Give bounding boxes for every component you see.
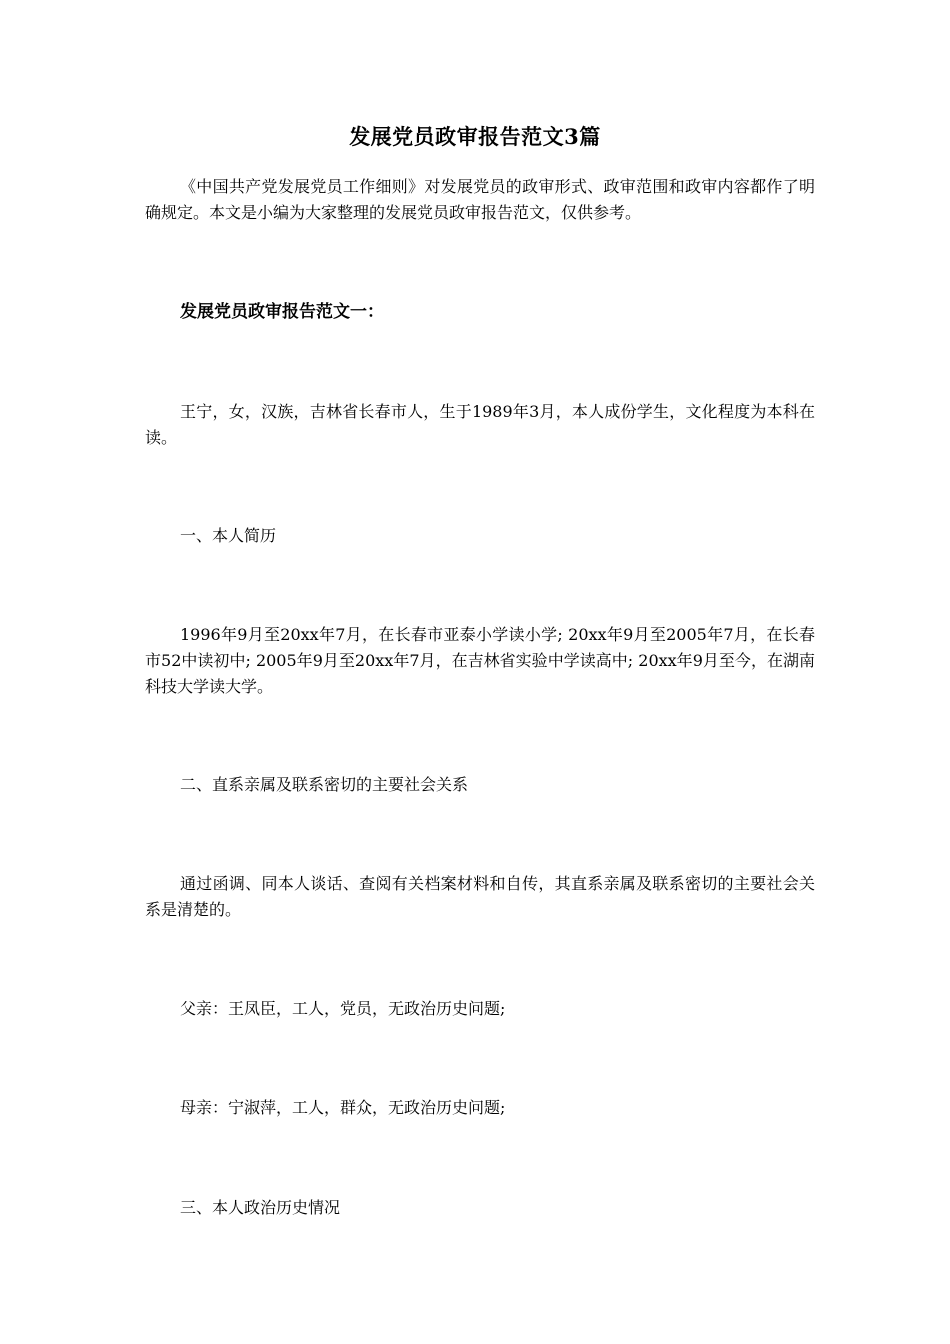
section1-heading: 一、本人简历 [180, 526, 277, 545]
relations-paragraph: 通过函调、同本人谈话、查阅有关档案材料和自传，其直系亲属及联系密切的主要社会关系是清楚的。 [145, 874, 815, 919]
section3-heading: 三、本人政治历史情况 [180, 1198, 341, 1217]
sample-heading: 发展党员政审报告范文一： [180, 302, 384, 322]
basic-info-paragraph: 王宁，女，汉族，吉林省长春市人，生于1989年3月，本人成份学生，文化程度为本科在读。 [145, 402, 815, 447]
father-line: 父亲：王凤臣，工人，党员，无政治历史问题; [180, 999, 506, 1018]
resume-paragraph: 1996年9月至20xx年7月，在长春市亚泰小学读小学; 20xx年9月至2005年7月，在长春市52中读初中; 2005年9月至20xx年7月，在吉林省实验中学读高中; 20xx年9月至今，在湖南科技大学读大学。 [145, 625, 815, 696]
intro-paragraph: 《中国共产党发展党员工作细则》对发展党员的政审形式、政审范围和政审内容都作了明确规定。本文是小编为大家整理的发展党员政审报告范文，仅供参考。 [145, 177, 815, 222]
section2-heading: 二、直系亲属及联系密切的主要社会关系 [180, 775, 469, 794]
document-title: 发展党员政审报告范文3篇 [349, 124, 601, 149]
mother-line: 母亲：宁淑萍，工人，群众，无政治历史问题; [180, 1098, 506, 1117]
